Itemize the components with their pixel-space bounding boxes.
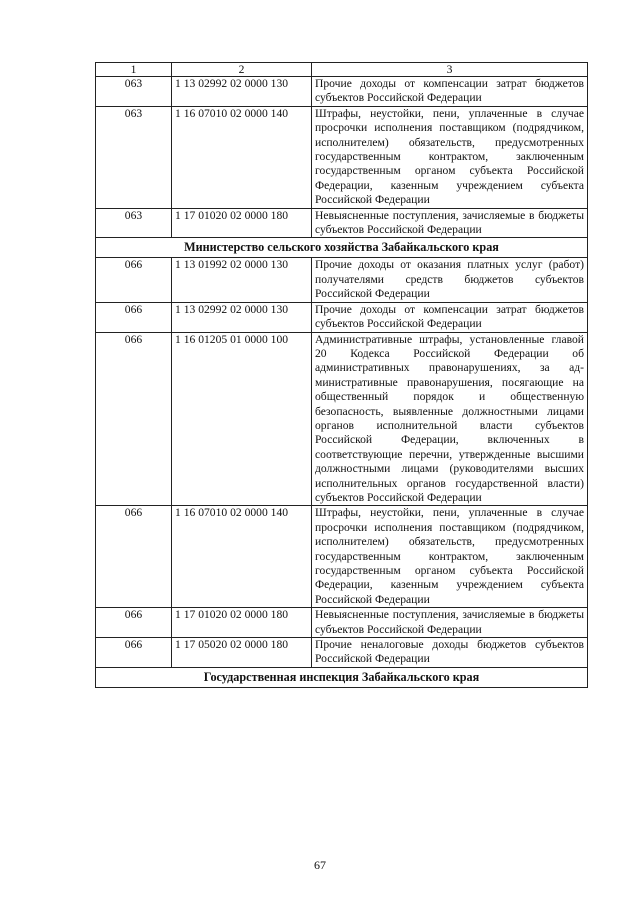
revenue-name-cell: Невыясненные поступления, зачисляемые в бюджеты субъектов Российской Федерации xyxy=(312,608,588,638)
admin-code-cell: 063 xyxy=(96,77,172,107)
revenue-code-cell: 1 16 01205 01 0000 100 xyxy=(172,332,312,506)
table-row xyxy=(96,506,588,608)
revenue-name-cell: Административные штрафы, установленные главой 20 Кодекса Российской Федерации об административных правонарушениях, за административные правонарушения, посягающие на общественный порядок и общественную безопасность, выявленные должностными лицами органов исполнительной власти субъектов Российской Федерации, включенных в соответствующие перечни, утвержденные высшими должностными лицами (руководителями высших исполнительных органов государственной власти) субъектов Российской Федерации xyxy=(312,332,588,506)
revenue-name-cell: Прочие доходы от компенсации затрат бюджетов субъектов Российской Федерации xyxy=(312,302,588,332)
table-row xyxy=(96,77,588,107)
admin-code-cell: 066 xyxy=(96,638,172,668)
revenue-code-cell: 1 17 01020 02 0000 180 xyxy=(172,608,312,638)
header-col-2: 2 xyxy=(172,63,312,77)
revenue-code-cell: 1 13 01992 02 0000 130 xyxy=(172,258,312,302)
revenue-code-cell: 1 17 01020 02 0000 180 xyxy=(172,208,312,238)
revenue-code-cell: 1 13 02992 02 0000 130 xyxy=(172,302,312,332)
table-row xyxy=(96,302,588,332)
table-row xyxy=(96,106,588,208)
admin-code-cell: 066 xyxy=(96,302,172,332)
revenue-name-cell: Штрафы, неустойки, пени, уплаченные в случае просрочки исполнения поставщиком (подрядчиком, исполнителем) обязательств, предусмотренных государственным контрактом, заключенным государственным органом субъекта Российской Федерации, казенным учреждением субъекта Российской Федерации xyxy=(312,106,588,208)
section-title: Государственная инспекция Забайкальского края xyxy=(96,667,588,687)
table-row xyxy=(96,208,588,238)
table-header-row xyxy=(96,63,588,77)
admin-code-cell: 063 xyxy=(96,208,172,238)
header-col-3: 3 xyxy=(312,63,588,77)
budget-table xyxy=(95,62,588,688)
page-number: 67 xyxy=(314,858,326,872)
revenue-name-cell: Невыясненные поступления, зачисляемые в бюджеты субъектов Российской Федерации xyxy=(312,208,588,238)
admin-code-cell: 066 xyxy=(96,332,172,506)
table-row xyxy=(96,608,588,638)
revenue-name-cell: Прочие доходы от компенсации затрат бюджетов субъектов Российской Федерации xyxy=(312,77,588,107)
revenue-code-cell: 1 17 05020 02 0000 180 xyxy=(172,638,312,668)
admin-code-cell: 066 xyxy=(96,258,172,302)
revenue-code-cell: 1 16 07010 02 0000 140 xyxy=(172,106,312,208)
revenue-code-cell: 1 16 07010 02 0000 140 xyxy=(172,506,312,608)
revenue-name-cell: Штрафы, неустойки, пени, уплаченные в случае просрочки исполнения поставщиком (подрядчиком, исполнителем) обязательств, предусмотренных государственным контрактом, заключенным государственным органом субъекта Российской Федерации, казенным учреждением субъекта Российской Федерации xyxy=(312,506,588,608)
revenue-code-cell: 1 13 02992 02 0000 130 xyxy=(172,77,312,107)
table-row xyxy=(96,638,588,668)
header-col-1: 1 xyxy=(96,63,172,77)
revenue-name-cell: Прочие доходы от оказания платных услуг (работ) получателями средств бюджетов субъектов Российской Федерации xyxy=(312,258,588,302)
admin-code-cell: 066 xyxy=(96,506,172,608)
section-header-row xyxy=(96,667,588,687)
admin-code-cell: 066 xyxy=(96,608,172,638)
section-header-row xyxy=(96,238,588,258)
table-row xyxy=(96,332,588,506)
revenue-name-cell: Прочие неналоговые доходы бюджетов субъектов Российской Федерации xyxy=(312,638,588,668)
admin-code-cell: 063 xyxy=(96,106,172,208)
section-title: Министерство сельского хозяйства Забайкальского края xyxy=(96,238,588,258)
table-row xyxy=(96,258,588,302)
table-body xyxy=(96,63,588,688)
